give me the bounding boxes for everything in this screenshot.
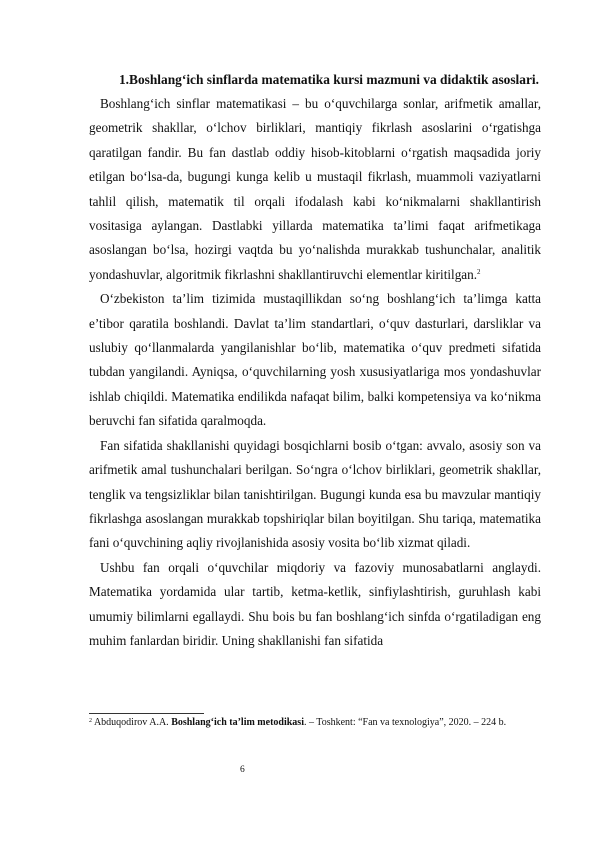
paragraph-2: O‘zbekiston ta’lim tizimida mustaqillikdan so‘ng boshlang‘ich ta’limga katta e’tibor qaratila boshlandi. Davlat ta’lim standartlari, o‘quv dasturlari, darsliklar va uslubiy qo‘llanmalarda yangilanishlar bo‘lib, matematika o‘quv predmeti sifatida tubdan yangilandi. Ayniqsa, o‘quvchilarning yosh xususiyatlariga mos yondashuvlar ishlab chiqildi. Matematika endilikda nafaqat bilim, balki kompetensiya va ko‘nikma beruvchi fan sifatida qaralmoqda. xyxy=(89,291,541,429)
paragraph-1-text: Boshlang‘ich sinflar matematikasi – bu o‘quvchilarga sonlar, arifmetik amallar, geometrik shakllar, o‘lchov birliklari, mantiqiy fikrlash asoslarini o‘rgatishga qaratilgan fandir. Bu fan dastlab oddiy hisob-kitoblarni o‘rgatish maqsadida joriy etilgan bo‘lsa-da, bugungi kunga kelib u mustaqil fikrlash, muammoli vaziyatlarni tahlil qilish, matematik til orqali ifodalash kabi ko‘nikmalarni shakllantirish vositasiga aylangan. Dastlabki yillarda matematika ta’limi faqat arifmetikaga asoslangan bo‘lsa, hozirgi vaqtda bu yo‘nalishda murakkab tushunchalar, analitik yondashuvlar, algoritmik fikrlashni shakllantiruvchi elementlar kiritilgan. xyxy=(89,96,541,282)
paragraph-1 xyxy=(89,92,541,287)
footnote-reference[interactable]: 2 xyxy=(477,267,481,276)
section-title: 1.Boshlang‘ich sinflarda matematika kursi mazmuni va didaktik asoslari. xyxy=(118,72,539,87)
footnote-author: Abduqodirov A.A. xyxy=(93,717,169,728)
paragraph-4: Ushbu fan orqali o‘quvchilar miqdoriy va fazoviy munosabatlarni anglaydi. Matematika yordamida ular tartib, ketma-ketlik, sinfiylashtirish, guruhlash kabi umumiy bilimlarni egallaydi. Shu bois bu fan boshlang‘ich sinfda o‘rgatiladigan eng muhim fanlardan biridir. Uning shakllanishi fan sifatida xyxy=(89,559,541,648)
page-body xyxy=(89,68,541,653)
page-number: 6 xyxy=(240,765,245,775)
paragraph-3: Fan sifatida shakllanishi quyidagi bosqichlarni bosib o‘tgan: avvalo, asosiy son va arifmetik amal tushunchalari berilgan. So‘ngra o‘lchov birliklari, geometrik shakllar, tenglik va tengsizliklar bilan tanishtirilgan. Bugungi kunda esa bu mavzular mantiqiy fikrlashga asoslangan murakkab topshiriqlar bilan boyitilgan. Shu tariqa, matematika fani o‘quvchining aqliy rivojlanishida asosiy vosita bo‘lib xizmat qiladi. xyxy=(89,437,541,551)
footnote-book-title: Boshlang‘ich ta’lim metodikasi xyxy=(171,717,304,728)
footnote-marker: 2 xyxy=(89,718,92,724)
footnote-publisher: . – Toshkent: “Fan va texnologiya”, 2020. – 224 b. xyxy=(303,717,507,728)
footnote-separator xyxy=(89,713,204,714)
footnote xyxy=(89,716,541,730)
